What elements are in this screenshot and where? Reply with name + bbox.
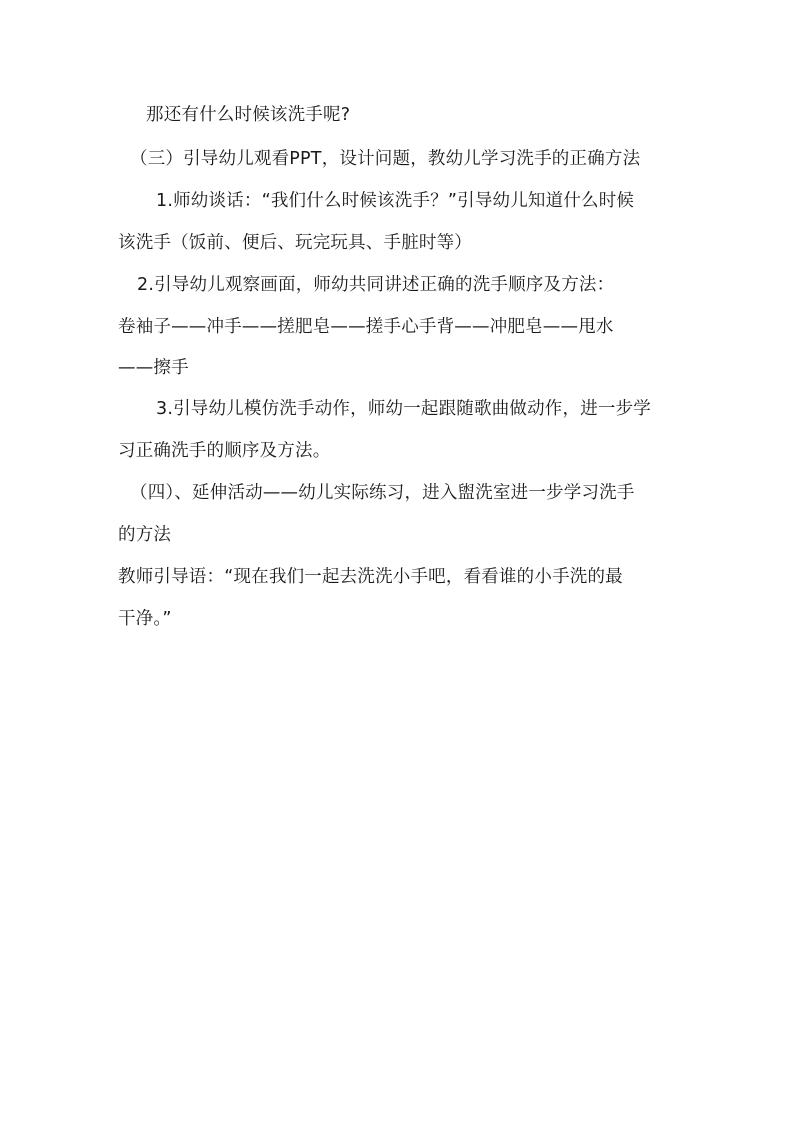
step-1-line-2: 该洗手（饭前、便后、玩完玩具、手脏时等） [118, 233, 472, 253]
step-3-line-2: 习正确洗手的顺序及方法。 [118, 441, 331, 461]
section-heading-four-line-1: （四）、延伸活动——幼儿实际练习，进入盥洗室进一步学习洗手 [130, 483, 635, 503]
section-heading-three: （三）引导幼儿观看PPT，设计问题，教幼儿学习洗手的正确方法 [130, 149, 641, 169]
step-3-line-1: 3.引导幼儿模仿洗手动作，师幼一起跟随歌曲做动作，进一步学 [156, 399, 651, 419]
teacher-guidance-line-1: 教师引导语：“现在我们一起去洗洗小手吧，看看谁的小手洗的最 [118, 567, 623, 587]
step-2-sequence-line-2: ——擦手 [118, 358, 189, 378]
step-1-line-1: 1.师幼谈话：“我们什么时候该洗手？”引导幼儿知道什么时候 [156, 191, 635, 211]
section-heading-four-line-2: 的方法 [118, 525, 172, 545]
step-2-sequence-line-1: 卷袖子——冲手——搓肥皂——搓手心手背——冲肥皂——甩水 [118, 317, 614, 337]
step-2-line-1: 2.引导幼儿观察画面，师幼共同讲述正确的洗手顺序及方法： [137, 275, 615, 295]
teacher-guidance-line-2: 干净。” [118, 609, 172, 629]
paragraph-question: 那还有什么时候该洗手呢? [146, 105, 351, 125]
